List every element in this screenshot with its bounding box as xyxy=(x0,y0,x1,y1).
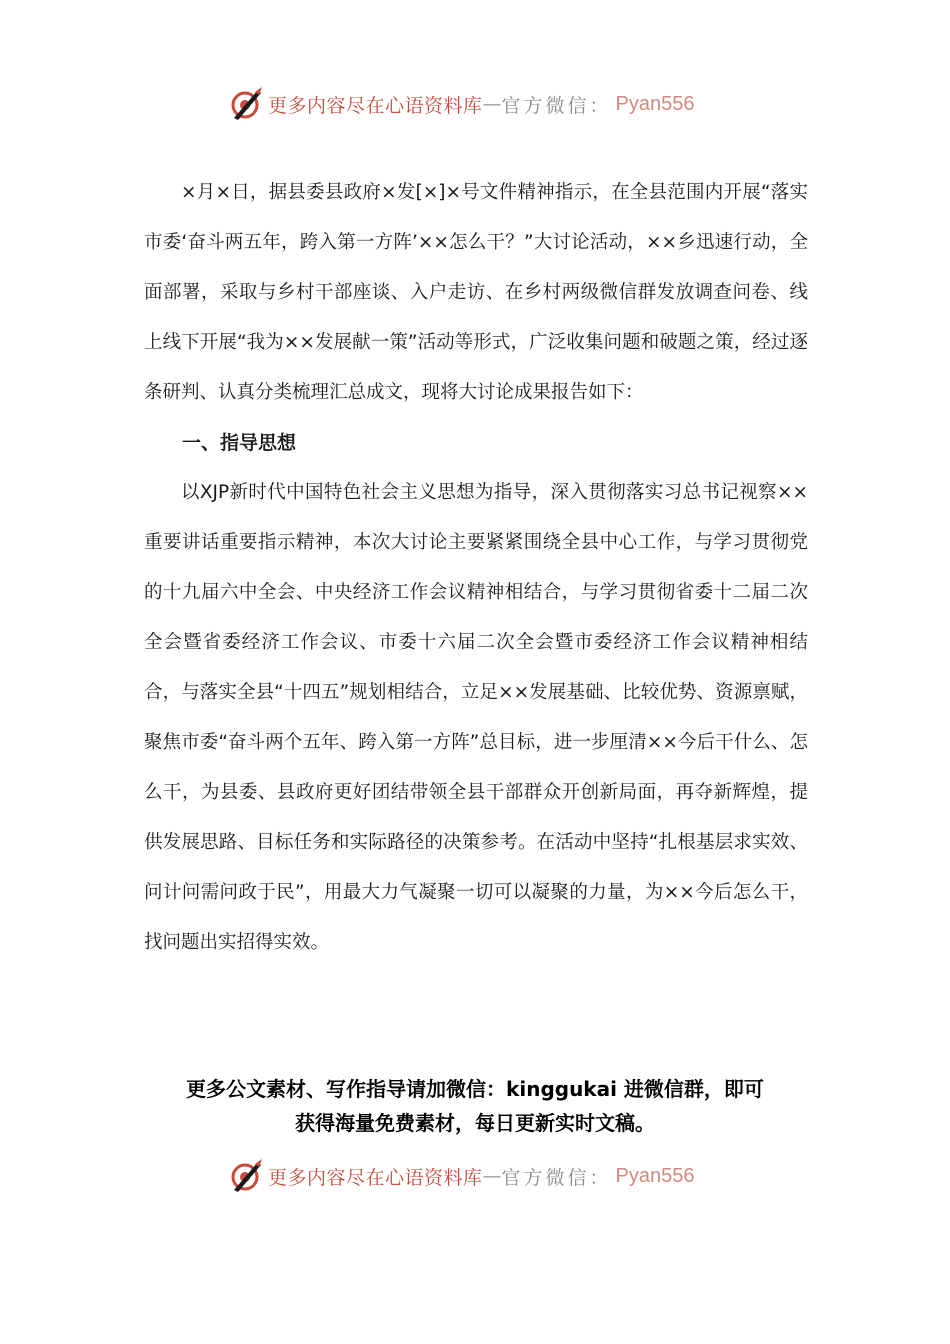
promo-line-2: 获得海量免费素材，每日更新实时文稿。 xyxy=(295,1111,655,1135)
section-heading: 一、指导思想 xyxy=(182,432,297,454)
quill-logo-icon xyxy=(228,1158,264,1194)
banner-site-text: 更多内容尽在心语资料库 xyxy=(268,94,483,117)
banner-wechat-id: Pyan556 xyxy=(615,1164,695,1187)
document-body xyxy=(144,168,808,968)
banner-site-text: 更多内容尽在心语资料库 xyxy=(268,1166,483,1189)
section-paragraph: 以XJP新时代中国特色社会主义思想为指导，深入贯彻落实习总书记视察××重要讲话重要指示精神，本次大讨论主要紧紧围绕全县中心工作，与学习贯彻党的十九届六中全会、中央经济工作会议精神相结合，与学习贯彻省委十二届二次全会暨省委经济工作会议、市委十六届二次全会暨市委经济工作会议精神相结合，与落实全县“十四五”规划相结合，立足××发展基础、比较优势、资源禀赋，聚焦市委“奋斗两个五年、跨入第一方阵”总目标，进一步厘清××今后干什么、怎么干，为县委、县政府更好团结带领全县干部群众开创新局面，再夺新辉煌，提供发展思路、目标任务和实际路径的决策参考。在活动中坚持“扎根基层求实效、问计问需问政于民”，用最大力气凝聚一切可以凝聚的力量，为××今后怎么干，找问题出实招得实效。 xyxy=(144,482,808,953)
intro-paragraph: ×月×日，据县委县政府×发[×]×号文件精神指示，在全县范围内开展“落实市委‘奋斗两五年，跨入第一方阵’××怎么干？”大讨论活动，××乡迅速行动，全面部署，采取与乡村干部座谈、入户走访、在乡村两级微信群发放调查问卷、线上线下开展“我为××发展献一策”活动等形式，广泛收集问题和破题之策，经过逐条研判、认真分类梳理汇总成文，现将大讨论成果报告如下： xyxy=(144,182,808,403)
banner-label: 官方微信： xyxy=(501,1166,612,1189)
quill-logo-icon xyxy=(228,86,264,122)
banner-dash: — xyxy=(482,93,502,115)
header-banner xyxy=(228,84,695,124)
banner-dash: — xyxy=(482,1165,502,1187)
banner-wechat-id: Pyan556 xyxy=(615,92,695,115)
banner-label: 官方微信： xyxy=(501,94,612,117)
promo-line-1: 更多公文素材、写作指导请加微信：kinggukai 进微信群，即可 xyxy=(186,1077,764,1101)
footer-banner xyxy=(228,1156,695,1196)
promo-notice xyxy=(144,1072,806,1140)
